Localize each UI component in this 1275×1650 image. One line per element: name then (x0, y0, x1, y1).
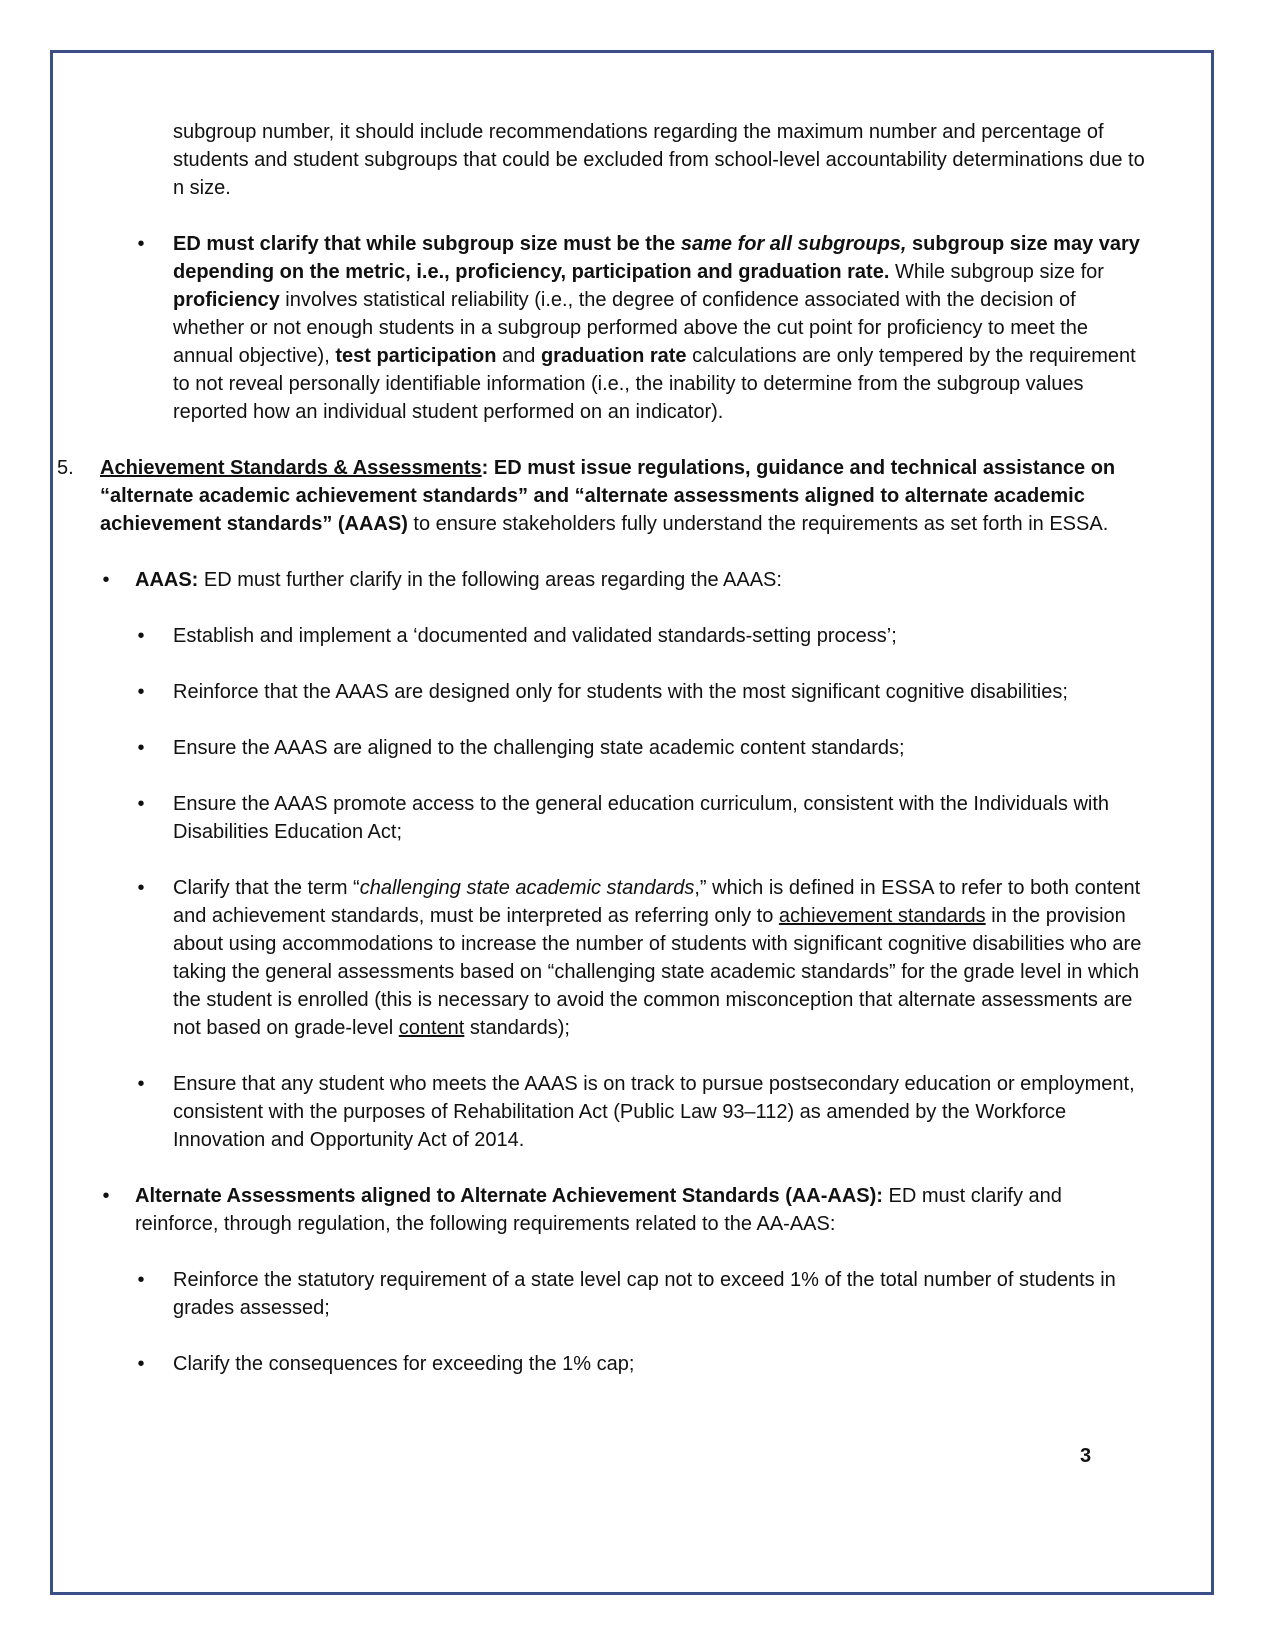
list-item (55, 1070, 1155, 1154)
bullet-dot: • (137, 681, 145, 703)
bold-term-test-participation: test participation (335, 345, 497, 367)
bullet-dot: • (137, 737, 145, 759)
bullet-dot: • (137, 233, 145, 255)
page-number: 3 (1080, 1445, 1092, 1467)
list-item-text: Clarify the consequences for exceeding the 1% cap; (173, 1353, 635, 1375)
aaas-intro: ED must further clarify in the following areas regarding the AAAS: (198, 569, 782, 591)
italic-term: challenging state academic standards (359, 877, 695, 899)
list-item (55, 790, 1155, 846)
document-body (55, 118, 1155, 1378)
aa-aas-bullet (55, 1182, 1155, 1238)
section-title: Achievement Standards & Assessments (100, 457, 482, 479)
section-text: to ensure stakeholders fully understand the requirements as set forth in ESSA. (407, 513, 1109, 535)
text-run: Clarify that the term “ (173, 877, 360, 899)
bold-lead-b: subgroup size may vary depending on the metric, i.e., proficiency, participation and graduation rate. (173, 233, 1140, 283)
aaas-label: AAAS: (135, 569, 199, 591)
list-item-text: Reinforce the statutory requirement of a state level cap not to exceed 1% of the total number of students in grades assessed; (173, 1269, 1116, 1319)
list-item-text: Ensure the AAAS promote access to the general education curriculum, consistent with the Individuals with Disabilities Education Act; (173, 793, 1110, 843)
underlined-term: achievement standards (778, 905, 986, 927)
section-5-text (100, 454, 1140, 538)
list-item-text: Ensure that any student who meets the AAAS is on track to pursue postsecondary education or employment, consistent with the purposes of Rehabilitation Act (Public Law 93–112) as amended by the Workforce Innovation and Opportunity Act of 2014. (173, 1073, 1135, 1151)
text-run: and (496, 345, 541, 367)
bold-term-graduation-rate: graduation rate (540, 345, 687, 367)
text-run: ,” which is defined in ESSA to refer to both content and achievement standards, must be interpreted as referring only to (173, 877, 1141, 927)
intro-text: subgroup number, it should include recommendations regarding the maximum number and percentage of students and student subgroups that could be excluded from school-level accountability determinations due to n size. (173, 121, 1145, 199)
subgroup-size-bullet (55, 230, 1155, 426)
section-bold-text: ED must issue regulations, guidance and technical assistance on “alternate academic achievement standards” and “alternate assessments aligned to alternate academic achievement standards” (AAAS) (100, 457, 1116, 535)
text-run: While subgroup size for (889, 261, 1104, 283)
aa-aas-text (135, 1182, 1135, 1238)
list-item-text: Establish and implement a ‘documented and validated standards-setting process’; (173, 625, 897, 647)
aaas-text (135, 566, 1135, 594)
bullet-dot: • (137, 793, 145, 815)
clarify-term-text (173, 874, 1148, 1042)
aa-aas-label: Alternate Assessments aligned to Alternate Achievement Standards (AA-AAS): (135, 1185, 883, 1207)
aa-aas-intro: ED must clarify and reinforce, through regulation, the following requirements related to the AA-AAS: (135, 1185, 1062, 1235)
list-item-text: Reinforce that the AAAS are designed only for students with the most significant cognitive disabilities; (173, 681, 1068, 703)
list-item (55, 622, 1155, 650)
list-item (55, 678, 1155, 706)
underlined-term: content (398, 1017, 465, 1039)
subgroup-size-text (173, 230, 1148, 426)
bold-italic-phrase: same for all subgroups, (680, 233, 907, 255)
text-run: in the provision about using accommodations to increase the number of students with significant cognitive disabilities who are taking the general assessments based on “challenging state academic standards” for the grade level in which the student is enrolled (this is necessary to avoid the common misconception that alternate assessments are not based on grade-level (173, 905, 1142, 1039)
clarify-term-item (55, 874, 1155, 1042)
section-5 (55, 454, 1155, 538)
text-run: involves statistical reliability (i.e., the degree of confidence associated with the decision of whether or not enough students in a subgroup performed above the cut point for proficiency to meet the annual objective), (173, 289, 1089, 367)
bullet-dot: • (137, 1073, 145, 1095)
bullet-dot: • (137, 877, 145, 899)
title-colon: : (481, 457, 494, 479)
list-item (55, 734, 1155, 762)
list-item (55, 1266, 1155, 1322)
bullet-dot: • (102, 1185, 110, 1207)
bold-lead-a: ED must clarify that while subgroup size must be the (173, 233, 681, 255)
section-number: 5. (57, 457, 74, 479)
bold-term-proficiency: proficiency (173, 289, 280, 311)
text-run: calculations are only tempered by the requirement to not reveal personally identifiable information (i.e., the inability to determine from the subgroup values reported how an individual student performed on an indicator). (173, 345, 1136, 423)
text-run: standards); (464, 1017, 570, 1039)
bullet-dot: • (137, 625, 145, 647)
list-item-text: Ensure the AAAS are aligned to the challenging state academic content standards; (173, 737, 905, 759)
bullet-dot: • (137, 1353, 145, 1375)
intro-paragraph (173, 118, 1148, 202)
aaas-bullet (55, 566, 1155, 594)
list-item (55, 1350, 1155, 1378)
bullet-dot: • (102, 569, 110, 591)
bullet-dot: • (137, 1269, 145, 1291)
